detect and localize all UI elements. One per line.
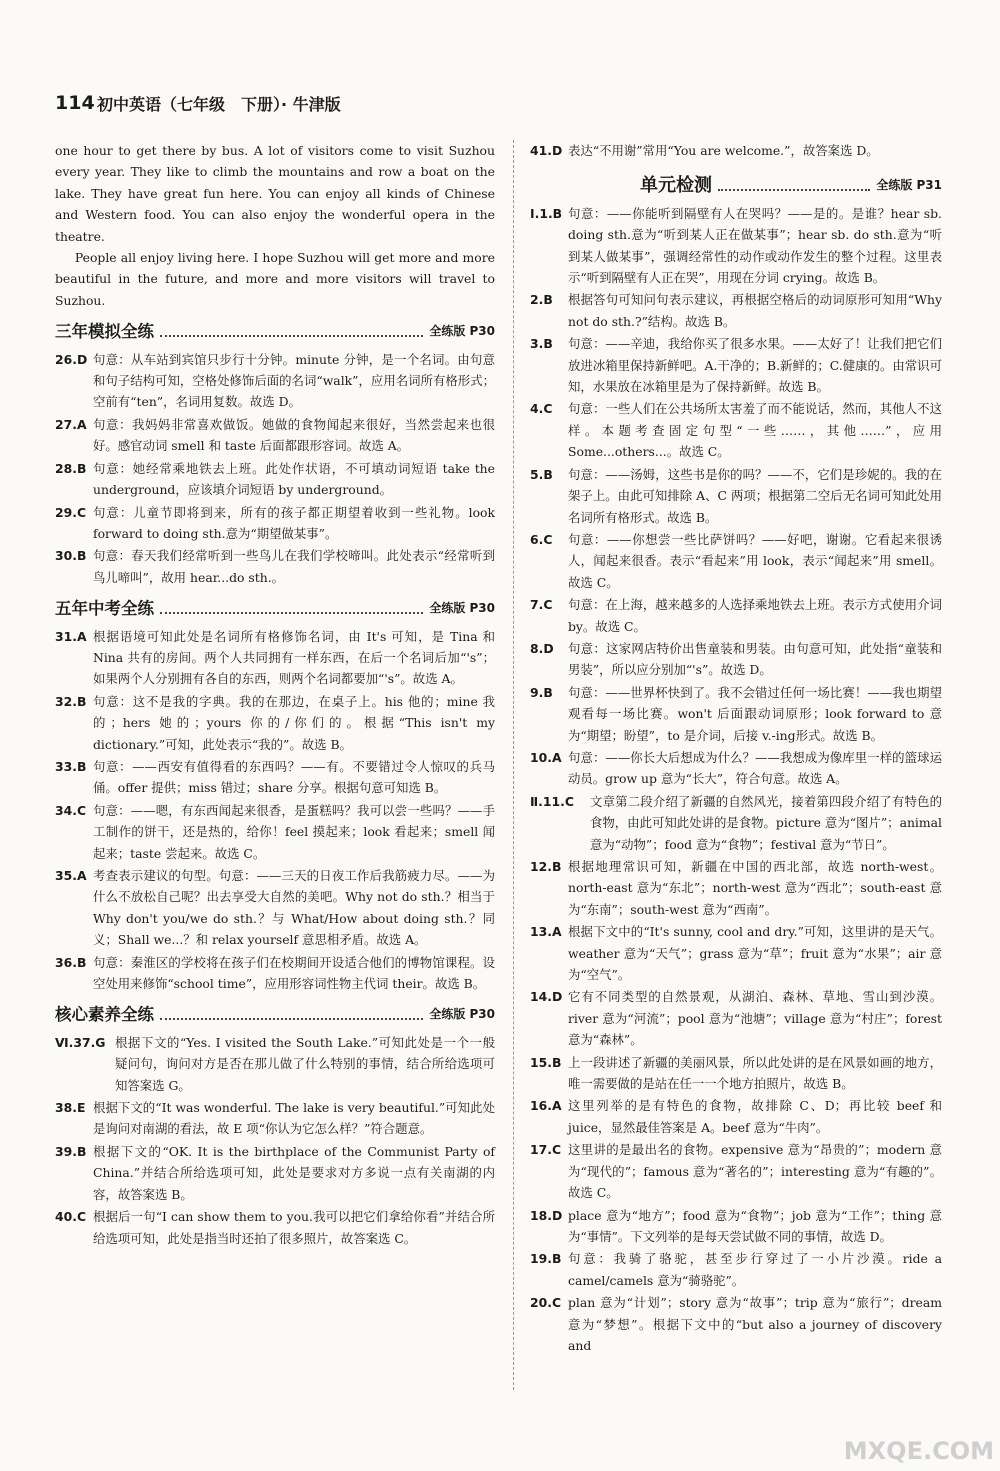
answer-item <box>530 791 942 855</box>
answer-number: 29.C <box>55 504 87 520</box>
answer-item <box>530 1205 942 1248</box>
answer-item <box>55 349 495 413</box>
answer-item <box>530 289 942 332</box>
running-title: 初中英语（七年级 下册）· 牛津版 <box>97 95 341 114</box>
answer-item <box>55 865 495 951</box>
section-dots <box>160 612 423 614</box>
answer-number: 4.C <box>530 401 553 417</box>
answer-explanation: 考查表示建议的句型。句意：——三天的日夜工作后我筋疲力尽。——为什么不放松自己呢？出去享受大自然的美吧。Why not do sth.？相当于 Why don't you/we do sth.？与 What/How about doing sth.？同义；Shall we...？和 relax yourself 意思相矛盾。故选 A。 <box>93 868 495 948</box>
section-dots <box>718 189 870 191</box>
answer-explanation: 根据后一句“I can show them to you.我可以把它们拿给你看”并结合所给选项可知，此处是指当时还拍了很多照片，故答案选 C。 <box>93 1209 495 1246</box>
answer-explanation: 句意：——世界杯快到了。我不会错过任何一场比赛！——我也期望观看每一场比赛。won't 后面跟动词原形；look forward to 意为“期望；盼望”，to 是介词，后接 v.-ing形式。故选 B。 <box>568 684 942 743</box>
right-top-items <box>530 140 942 161</box>
answer-item <box>530 203 942 289</box>
section-header <box>55 1004 495 1025</box>
answer-number: 3.B <box>530 336 553 352</box>
answer-item <box>530 1095 942 1138</box>
answer-explanation: 句意：——汤姆，这些书是你的吗？——不，它们是珍妮的。我的在架子上。由此可知排除 A、C 两项；根据第二空后无名词可知此处用名词所有格形式。故选 B。 <box>568 466 942 525</box>
answer-number: 38.E <box>55 1100 86 1116</box>
answer-item <box>55 502 495 545</box>
answer-number: 2.B <box>530 292 553 308</box>
answer-number: 10.A <box>530 749 562 765</box>
answer-explanation: place 意为“地方”；food 意为“食物”；job 意为“工作”；thing 意为“事情”。下文列举的是每天尝试做不同的事情，故选 D。 <box>568 1207 942 1244</box>
section-header <box>55 598 495 619</box>
answer-explanation: 句意：秦淮区的学校将在孩子们在校期间开设适合他们的博物馆课程。设空处用来修饰“school time”，应用形容词性物主代词 their。故选 B。 <box>93 954 495 992</box>
answer-number: 28.B <box>55 460 87 476</box>
answer-number: 5.B <box>530 466 553 482</box>
answer-number: 30.B <box>55 548 87 564</box>
left-column <box>55 140 495 1250</box>
answer-explanation: 根据地理常识可知，新疆在中国的西北部，故选 north-west。north-east 意为“东北”；north-west 意为“西北”；south-east 意为“东南”；south-west 意为“西南”。 <box>568 859 942 917</box>
answer-item <box>55 691 495 755</box>
answer-explanation: 根据下文的“Yes. I visited the South Lake.”可知此处是一个一般疑问句，询问对方是否在那儿做了什么特别的事情，结合所给选项可知答案选 G。 <box>115 1034 495 1093</box>
answer-number: 36.B <box>55 954 87 970</box>
answer-explanation: 根据语境可知此处是名词所有格修饰名词，由 It's 可知，是 Tina 和 Nina 共有的房间。两个人共同拥有一样东西，在后一个名词后加“'s”；如果两个人分别拥有各自的东西，则两个名词都要加“'s”。故选 A。 <box>93 628 495 687</box>
section-title: 三年模拟全练 <box>55 322 154 342</box>
answer-item <box>530 398 942 462</box>
answer-number: 31.A <box>55 628 87 644</box>
answer-number: 9.B <box>530 684 553 700</box>
section-header <box>55 321 495 342</box>
answer-explanation: 句意：儿童节即将到来，所有的孩子都正期望着收到一些礼物。look forward to doing sth.意为“期望做某事”。 <box>93 504 495 541</box>
section-title: 核心素养全练 <box>55 1005 154 1025</box>
answer-explanation: 句意：从车站到宾馆只步行十分钟。minute 分钟，是一个名词。由句意和句子结构可知，空格处修饰后面的名词“walk”，应用名词所有格形式；空前有“ten”，名词用复数。故选 D。 <box>93 351 495 410</box>
answer-item <box>530 1052 942 1095</box>
answer-explanation: 根据下文中的“It's sunny, cool and dry.”可知，这里讲的是天气。weather 意为“天气”；grass 意为“草”；fruit 意为“水果”；air 意为“空气”。 <box>568 924 942 983</box>
section-header <box>530 175 942 196</box>
answer-item <box>530 333 942 397</box>
answer-item <box>55 458 495 501</box>
answer-item <box>530 921 942 985</box>
section-title: 单元检测 <box>640 175 712 197</box>
answer-number: 27.A <box>55 416 87 432</box>
answer-item <box>530 638 942 681</box>
answer-explanation: 上一段讲述了新疆的美丽风景，所以此处讲的是在风景如画的地方，唯一需要做的是站在任一一个地方拍照片，故选 B。 <box>568 1054 942 1092</box>
answer-number: 19.B <box>530 1251 562 1267</box>
answer-explanation: 句意：——西安有值得看的东西吗？——有。不要错过令人惊叹的兵马俑。offer 提供；miss 错过；share 分享。根据句意可知选 B。 <box>93 758 495 796</box>
answer-explanation: 句意：在上海，越来越多的人选择乘地铁去上班。表示方式使用介词 by。故选 C。 <box>568 597 942 634</box>
answer-item <box>55 545 495 588</box>
column-divider <box>513 140 514 1390</box>
answer-number: 17.C <box>530 1142 562 1158</box>
passage-paragraph: People all enjoy living here. I hope Suzhou will get more and more beautiful in the future, and more and more visitors will travel to Suzhou. <box>55 250 495 308</box>
answer-number: 6.C <box>530 531 553 547</box>
answer-explanation: 句意：春天我们经常听到一些鸟儿在我们学校啼叫。此处表示“经常听到鸟儿啼叫”，故用 hear...do sth.。 <box>93 548 495 585</box>
answer-number: 13.A <box>530 924 562 940</box>
answer-number: 35.A <box>55 868 87 883</box>
page-header <box>55 92 945 132</box>
watermark: MXQE.COM <box>843 1437 994 1465</box>
answer-number: 14.D <box>530 989 563 1005</box>
page-number: 114 <box>55 92 95 114</box>
answer-item <box>530 529 942 593</box>
answer-item <box>55 626 495 690</box>
answer-explanation: 文章第二段介绍了新疆的自然风光，接着第四段介绍了有特色的食物，由此可知此处讲的是食物。picture 意为“图片”；animal 意为“动物”；food 意为“食物”；festival 意为“节日”。 <box>590 793 942 852</box>
answer-item <box>530 1139 942 1203</box>
answer-explanation: plan 意为“计划”；story 意为“故事”；trip 意为“旅行”；dream 意为“梦想”。根据下文中的“but also a journey of discovery and <box>568 1295 942 1353</box>
section-ref: 全练版 P30 <box>429 324 495 339</box>
answer-explanation: 它有不同类型的自然景观，从湖泊、森林、草地、雪山到沙漠。river 意为“河流”；pool 意为“池塘”；village 意为“村庄”；forest 意为“森林”。 <box>568 989 942 1048</box>
answer-explanation: 句意：——你长大后想成为什么？——我想成为像库里一样的篮球运动员。grow up 意为“长大”，符合句意。故选 A。 <box>568 749 942 787</box>
answer-item <box>55 952 495 995</box>
answer-item <box>55 414 495 457</box>
answer-item <box>530 747 942 790</box>
answer-number: 12.B <box>530 859 562 874</box>
answer-explanation: 根据下文的“OK. It is the birthplace of the Communist Party of China.”并结合所给选项可知，此处是要求对方多说一点有关南湖的内容，故答案选 B。 <box>93 1143 495 1202</box>
answer-explanation: 句意：我骑了骆驼，甚至步行穿过了一小片沙漠。ride a camel/camels 意为“骑骆驼”。 <box>568 1251 942 1288</box>
answer-item <box>530 856 942 920</box>
answer-number: 39.B <box>55 1143 87 1159</box>
answer-number: 20.C <box>530 1295 562 1311</box>
answer-number: 16.A <box>530 1098 562 1114</box>
answer-explanation: 这里列举的是有特色的食物，故排除 C、D；再比较 beef 和 juice，显然最佳答案是 A。beef 意为“牛肉”。 <box>568 1098 942 1135</box>
answer-number: 32.B <box>55 693 87 709</box>
section-ref: 全练版 P31 <box>876 178 942 193</box>
answer-item <box>530 1248 942 1291</box>
answer-item <box>55 1097 495 1140</box>
answer-item <box>530 682 942 746</box>
section-title: 五年中考全练 <box>55 599 154 619</box>
answer-item <box>530 464 942 528</box>
right-column <box>530 140 942 1357</box>
answer-number: 18.D <box>530 1207 563 1223</box>
answer-number: 7.C <box>530 597 553 613</box>
answer-explanation: 根据答句可知问句表示建议，再根据空格后的动词原形可知用“Why not do sth.?”结构。故选 B。 <box>568 292 942 329</box>
section-dots <box>160 1018 423 1020</box>
answer-explanation: 句意：这不是我的字典。我的在那边，在桌子上。his 他的；mine 我的；hers 她的；yours 你的/你们的。根据“This isn't my dictionary.”可知，此处表示“我的”。故选 B。 <box>93 693 495 752</box>
answer-item <box>55 1206 495 1249</box>
answer-number: 15.B <box>530 1054 562 1070</box>
answer-item <box>530 1292 942 1356</box>
answer-number: Ⅵ.37.G <box>55 1034 106 1050</box>
answer-number: Ⅱ.11.C <box>530 793 574 809</box>
answer-explanation: 这里讲的是最出名的食物。expensive 意为“昂贵的”；modern 意为“现代的”；famous 意为“著名的”；interesting 意为“有趣的”。故选 C。 <box>568 1142 942 1201</box>
answer-explanation: 句意：——你想尝一些比萨饼吗？——好吧，谢谢。它看起来很诱人，闻起来很香。表示“看起来”用 look，表示“闻起来”用 smell。故选 C。 <box>568 531 942 590</box>
answer-number: 41.D <box>530 143 563 158</box>
answer-item <box>55 756 495 799</box>
left-sections <box>55 321 495 1249</box>
answer-explanation: 句意：一些人们在公共场所太害羞了而不能说话，然而，其他人不这样。本题考查固定句型“一些……，其他……”，应用 Some...others...。故选 C。 <box>568 401 942 460</box>
answer-item <box>530 594 942 637</box>
answer-explanation: 根据下文的“It was wonderful. The lake is very beautiful.”可知此处是询问对南湖的看法，故 E 项“你认为它怎么样？”符合题意。 <box>93 1100 495 1137</box>
right-items <box>530 203 942 1357</box>
answer-explanation: 句意：——你能听到隔壁有人在哭吗？——是的。是谁？hear sb. doing sth.意为“听到某人正在做某事”；hear sb. do sth.意为“听到某人做某事”，强调经常性的动作或动作发生的整个过程。这里表示“听到隔壁有人正在哭”，用现在分词 crying。故选 B。 <box>568 205 942 286</box>
answer-item <box>55 1141 495 1205</box>
answer-explanation: 句意：这家网店特价出售童装和男装。由句意可知，此处指“童装和男装”，所以应分别加“'s”。故选 D。 <box>568 640 942 678</box>
answer-explanation: 句意：——辛迪，我给你买了很多水果。——太好了！让我们把它们放进冰箱里保持新鲜吧。A.干净的；B.新鲜的；C.健康的。由常识可知，水果放在冰箱里是为了保持新鲜。故选 B。 <box>568 336 942 395</box>
answer-number: 26.D <box>55 351 88 367</box>
answer-number: 8.D <box>530 640 554 656</box>
answer-number: Ⅰ.1.B <box>530 205 563 221</box>
answer-number: 40.C <box>55 1209 87 1225</box>
section-dots <box>160 335 423 337</box>
answer-number: 34.C <box>55 802 87 818</box>
answer-item <box>55 1032 495 1096</box>
answer-explanation: 句意：我妈妈非常喜欢做饭。她做的食物闻起来很好，当然尝起来也很好。感官动词 smell 和 taste 后面都跟形容词。故选 A。 <box>93 416 495 454</box>
answer-item <box>530 986 942 1050</box>
answer-explanation: 表达“不用谢”常用“You are welcome.”，故答案选 D。 <box>568 143 879 158</box>
section-ref: 全练版 P30 <box>429 1007 495 1022</box>
answer-item <box>530 140 942 161</box>
answer-explanation: 句意：她经常乘地铁去上班。此处作状语，不可填动词短语 take the underground，应该填介词短语 by underground。 <box>93 460 495 498</box>
section-ref: 全练版 P30 <box>429 601 495 616</box>
passage-paragraph: one hour to get there by bus. A lot of visitors come to visit Suzhou every year. They like to climb the mountains and row a boat on the lake. They have great fun here. You can enjoy all kinds of Chinese and Western food. You can also enjoy the wonderful opera in the theatre. <box>55 143 495 244</box>
answer-number: 33.B <box>55 758 87 774</box>
answer-explanation: 句意：——嗯，有东西闻起来很香，是蛋糕吗？我可以尝一些吗？——手工制作的饼干，还是热的，给你！feel 摸起来；look 看起来；smell 闻起来；taste 尝起来。故选 C。 <box>93 802 495 861</box>
answer-item <box>55 800 495 864</box>
